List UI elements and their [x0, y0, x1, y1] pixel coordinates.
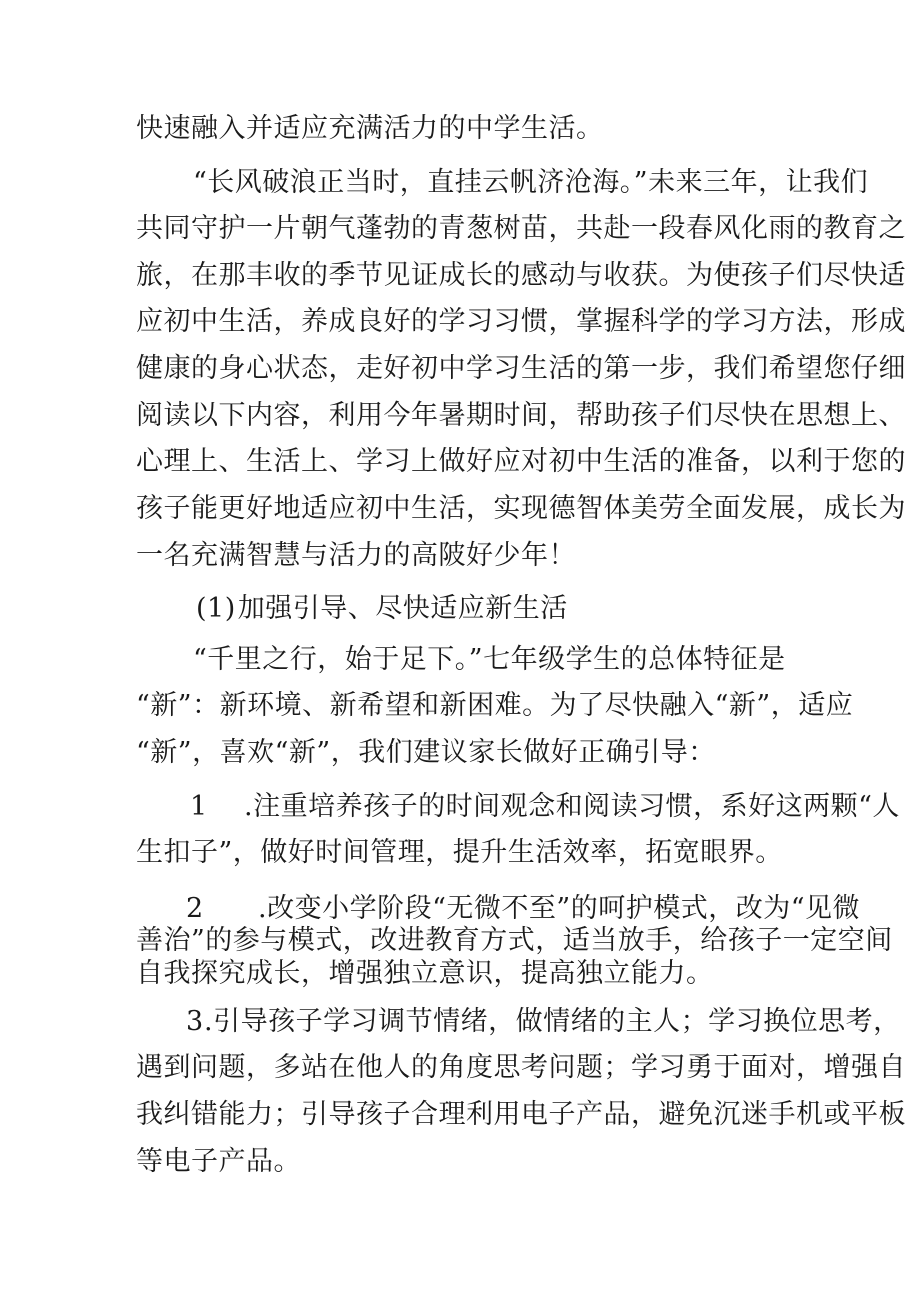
paragraph-line: 心理上、生活上、学习上做好应对初中生活的准备，以利于您的	[136, 446, 906, 477]
section-title: 加强引导、尽快适应新生活	[237, 593, 568, 624]
paragraph-line: 我纠错能力；引导孩子合理利用电子产品，避免沉迷手机或平板	[136, 1099, 906, 1130]
paragraph-line: 善治”的参与模式，改进教育方式，适当放手，给孩子一定空间	[136, 925, 893, 956]
section-heading	[196, 593, 568, 625]
paragraph-line: 遇到问题，多站在他人的角度思考问题；学习勇于面对，增强自	[136, 1052, 906, 1083]
paragraph-line: “千里之行，始于足下。”七年级学生的总体特征是	[193, 644, 786, 675]
item-number: 1	[190, 791, 208, 822]
paragraph-line: 阅读以下内容，利用今年暑期时间，帮助孩子们尽快在思想上、	[136, 400, 906, 431]
list-item-first-line	[186, 893, 860, 925]
paragraph-line: 一名充满智慧与活力的高陂好少年！	[136, 540, 576, 571]
paragraph-line: 应初中生活，养成良好的学习习惯，掌握科学的学习方法，形成	[136, 306, 906, 337]
paragraph-line: 旅，在那丰收的季节见证成长的感动与收获。为使孩子们尽快适	[136, 260, 906, 291]
item-number: 2	[186, 893, 204, 924]
paragraph-line: 等电子产品。	[136, 1146, 301, 1177]
paragraph-line: 孩子能更好地适应初中生活，实现德智体美劳全面发展，成长为	[136, 493, 906, 524]
item-text: .引导孩子学习调节情绪，做情绪的主人；学习换位思考，	[204, 1006, 901, 1037]
paragraph-line: 共同守护一片朝气蓬勃的青葱树苗，共赴一段春风化雨的教育之	[136, 213, 906, 244]
list-item-first-line	[186, 1006, 901, 1038]
paragraph-line: 健康的身心状态，走好初中学习生活的第一步，我们希望您仔细	[136, 353, 906, 384]
item-text: .注重培养孩子的时间观念和阅读习惯，系好这两颗“人	[244, 791, 900, 822]
paragraph-line: 生扣子”，做好时间管理，提升生活效率，拓宽眼界。	[136, 837, 783, 868]
section-number: (1)	[196, 593, 236, 624]
item-text: .改变小学阶段“无微不至”的呵护模式，改为“见微	[258, 893, 860, 924]
list-item-first-line	[190, 791, 900, 823]
paragraph-line: “新”，喜欢“新”，我们建议家长做好正确引导：	[136, 737, 716, 768]
paragraph-line: “新”：新环境、新希望和新困难。为了尽快融入“新”，适应	[136, 690, 854, 721]
paragraph-line: 自我探究成长，增强独立意识，提高独立能力。	[136, 958, 714, 989]
item-number: 3	[186, 1006, 204, 1037]
paragraph-line: “长风破浪正当时，直挂云帆济沧海。”未来三年，让我们	[193, 167, 869, 198]
paragraph-line: 快速融入并适应充满活力的中学生活。	[136, 113, 604, 144]
